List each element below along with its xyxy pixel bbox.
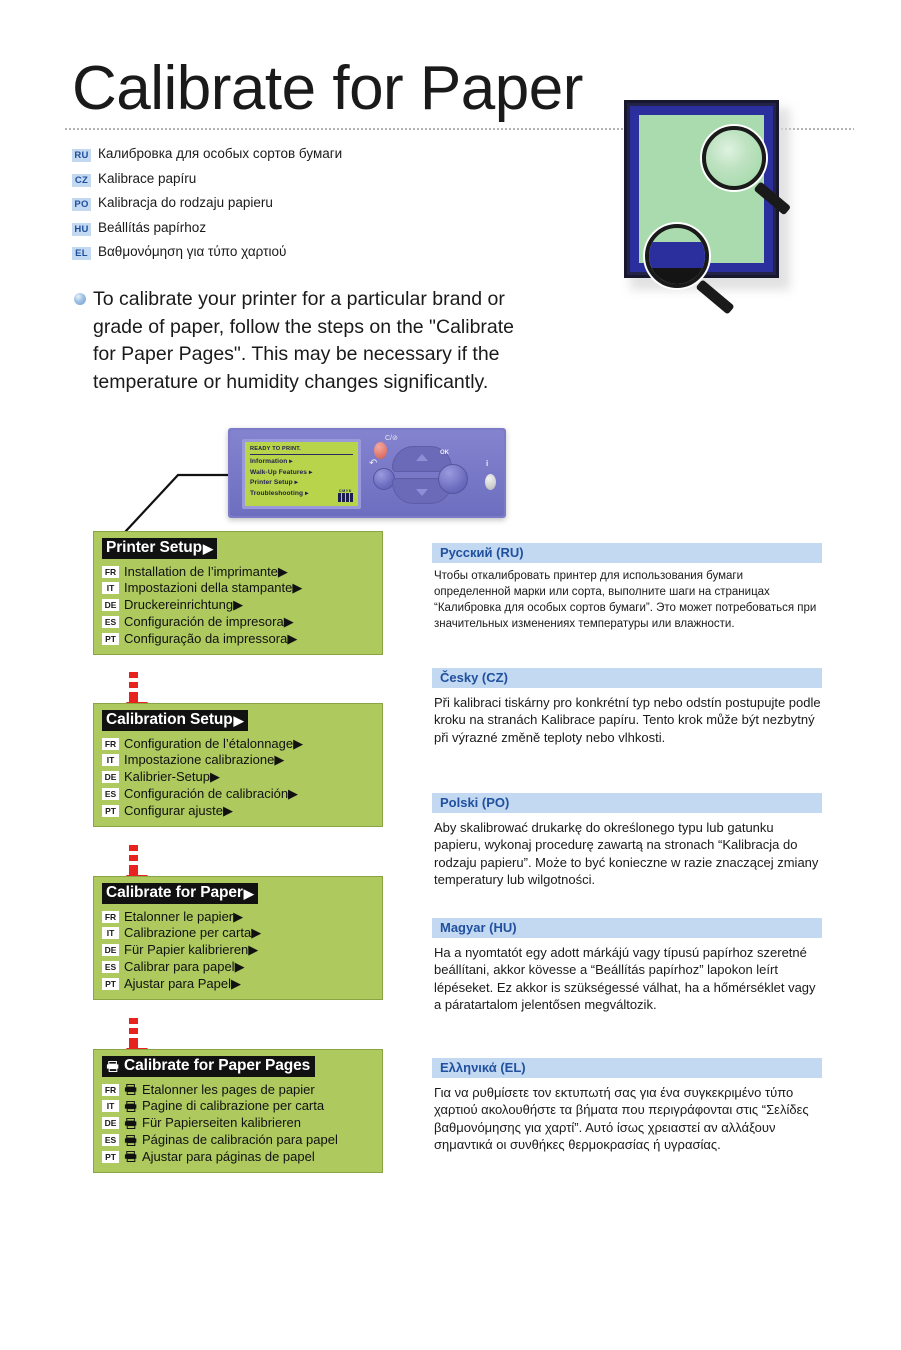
ink-level-label: CMYK [339,489,352,493]
language-code-badge: ES [102,1134,119,1146]
menu-item-label: Etalonner le papier [124,908,234,924]
language-code-badge: DE [102,944,119,956]
language-code-badge: PT [102,805,119,817]
menu-step-header [102,538,217,559]
triangle-right-icon: ▶ [288,785,299,801]
menu-item-label: Kalibrier-Setup [124,769,210,785]
ink-level-indicator [338,489,353,502]
list-item [102,1133,374,1147]
menu-step-calibrate-for-paper-pages [93,1049,383,1173]
section-heading: Ελληνικά (EL) [432,1058,822,1078]
menu-item-label: Calibrar para papel [124,958,235,974]
language-code-badge: FR [102,1084,119,1096]
menu-item-label: Druckereinrichtung [124,597,234,613]
intro-text: To calibrate your printer for a particular brand or grade of paper, follow the steps on the "Calibrate for Paper Pages". This may be necessary if the temperature or humidity changes significantly. [93,288,515,394]
menu-item-label: Installation de l’imprimante [124,563,278,579]
arrow-stem [129,1038,138,1048]
language-code-badge: DE [102,1117,119,1129]
magnifier-lens-icon [702,126,766,190]
triangle-right-icon: ▶ [233,712,244,728]
triangle-right-icon: ▶ [274,752,285,768]
menu-item-label: Configuración de impresora [124,613,284,629]
arrow-dash [129,855,138,861]
language-code-badge: CZ [72,174,91,187]
language-code-badge: ES [102,616,119,628]
language-code-badge: FR [102,566,119,578]
section-body: Чтобы откалибровать принтер для использования бумаги определенной марки или сорта, выполните шаги на страницах “Калибровка для особых сортов бумаги”. Это может потребоваться при значительных изменениях температуры или влажности. [434,570,817,630]
triangle-right-icon: ▶ [230,975,241,991]
language-code-badge: IT [102,582,119,594]
magnifier-lens-icon [645,224,709,288]
language-code-badge: PO [72,198,91,211]
list-item [102,804,374,818]
triangle-right-icon: ▶ [233,908,244,924]
menu-step-header [102,1056,315,1077]
triangle-right-icon: ▶ [234,958,245,974]
menu-item-label: Configuração da impressora [124,630,288,646]
printer-icon [124,1101,138,1112]
menu-step-header [102,883,258,904]
menu-step-header-label: Calibrate for Paper [106,884,243,901]
intro-paragraph [74,286,534,397]
list-item [102,1083,374,1097]
section-heading: Magyar (HU) [432,918,822,938]
back-arrow-icon: ↶ [369,458,378,469]
cancel-button[interactable] [374,442,387,459]
arrow-dash [129,1028,138,1034]
language-section-el [432,1058,822,1154]
list-item [102,960,374,974]
ink-swatch [645,242,709,268]
printer-control-panel [228,428,506,518]
translated-title: Калибровка для особых сортов бумаги [98,146,343,161]
printer-icon [124,1151,138,1162]
triangle-right-icon: ▶ [277,563,288,579]
language-code-badge: IT [102,927,119,939]
menu-step-header [102,710,248,731]
language-code-badge: FR [102,738,119,750]
language-code-badge: PT [102,978,119,990]
lcd-menu-item-walkup-features[interactable]: Walk-Up Features ▸ [250,468,313,476]
list-item [102,753,374,767]
section-body: Για να ρυθμίσετε τον εκτυπωτή σας για ένα συγκεκριμένο τύπο χαρτιού ακολουθήστε τα βήματα που περιγράφονται στις “Σελίδες βαθμονόμησης για χαρτί”. Αυτό ίσως χρειαστεί αν αλλάξουν σημαντικά οι συνθήκες θερμοκρασίας ή υγρασίας. [434,1085,809,1153]
section-body: Při kalibraci tiskárny pro konkrétní typ nebo odstín postupujte podle kroku na stranách Kalibrace papíru. Tento krok může být nezbytný při výrazné změně teploty nebo vlhkosti. [434,695,821,745]
language-code-badge: PT [102,633,119,645]
printer-icon [124,1084,138,1095]
menu-item-label: Pagine di calibrazione per carta [142,1098,325,1114]
menu-step-header-label: Printer Setup [106,539,203,556]
language-section-po [432,793,822,889]
triangle-right-icon: ▶ [251,925,262,941]
list-item [102,977,374,991]
language-section-hu [432,918,822,1014]
list-item [102,926,374,940]
menu-item-label: Configuración de calibración [124,785,289,801]
language-code-badge: RU [72,149,91,162]
list-item [72,146,512,162]
language-code-badge: IT [102,754,119,766]
list-item [102,565,374,579]
menu-step-calibrate-for-paper [93,876,383,1000]
menu-item-label: Ajustar para Papel [124,975,231,991]
arrow-dash [129,1018,138,1024]
section-body: Ha a nyomtatót egy adott márkájú vagy típusú papírhoz szeretné beállítani, akkor kövesse a “Beállítás papírhoz” lapokon leírt lépéseket. Ez akkor is szükségessé válhat, ha a hőmérséklet vagy a páratartalom jelentősen megváltozik. [434,945,816,1013]
language-code-badge: EL [72,247,91,260]
section-body: Aby skalibrować drukarkę do określonego typu lub gatunku papieru, wykonaj procedurę zawartą na stronach “Kalibracja do rodzaju papieru”. Może to być konieczne w razie znaczącej zmiany temperatury lub wilgotności. [434,820,819,888]
translated-title: Beállítás papírhoz [98,219,207,235]
printer-icon [124,1135,138,1146]
language-code-badge: ES [102,788,119,800]
triangle-right-icon: ▶ [223,802,233,818]
menu-step-header-label: Calibrate for Paper Pages [124,1057,311,1074]
triangle-right-icon: ▶ [243,885,254,901]
ok-button[interactable] [438,464,468,494]
menu-item-label: Ajustar para páginas de papel [142,1148,315,1164]
list-item [102,615,374,629]
menu-item-label: Impostazioni della stampante [124,580,293,596]
list-item [102,1099,374,1113]
list-item [102,787,374,801]
language-code-badge: DE [102,599,119,611]
translated-title: Βαθμονόμηση για τύπο χαρτιού [98,244,287,259]
menu-item-label: Etalonner les pages de papier [142,1081,315,1097]
title-translation-list [72,146,512,269]
page-title: Calibrate for Paper [72,54,583,123]
triangle-right-icon: ▶ [203,540,213,556]
language-code-badge: IT [102,1100,119,1112]
list-item [102,770,374,784]
arrow-dash [129,672,138,678]
cancel-button-label: C/⊘ [385,435,398,442]
list-item [72,171,512,187]
chevron-up-icon [416,454,428,461]
list-item [102,1150,374,1164]
list-item [72,195,512,211]
menu-item-label: Für Papierseiten kalibrieren [142,1115,301,1131]
menu-item-label: Für Papier kalibrieren [124,942,249,958]
bullet-icon [74,293,86,305]
triangle-right-icon: ▶ [292,580,303,596]
info-button[interactable] [485,474,496,490]
list-item [72,220,512,236]
translated-title: Kalibracja do rodzaju papieru [98,195,273,210]
section-heading: Polski (PO) [432,793,822,813]
list-item [72,244,512,260]
section-heading: Русский (RU) [432,543,822,563]
triangle-right-icon: ▶ [287,630,298,646]
language-code-badge: DE [102,771,119,783]
triangle-right-icon: ▶ [233,597,244,613]
translated-title: Kalibrace papíru [98,170,197,186]
arrow-dash [129,682,138,688]
list-item [102,581,374,595]
list-item [102,943,374,957]
menu-step-printer-setup [93,531,383,655]
menu-item-label: Configuration de l’étalonnage [124,735,294,751]
ink-level-bars [338,493,353,502]
list-item [102,1116,374,1130]
lcd-display [242,439,361,509]
triangle-right-icon: ▶ [248,942,259,958]
paper-calibration-illustration [618,96,818,316]
lcd-menu-item-information[interactable]: Information ▸ [250,458,293,465]
menu-item-label: Calibrazione per carta [124,925,252,941]
menu-item-label: Impostazione calibrazione [124,752,275,768]
language-section-cz [432,668,822,746]
list-item [102,632,374,646]
chevron-down-icon [416,489,428,496]
info-button-label: i [486,459,489,468]
menu-step-header-label: Calibration Setup [106,711,233,728]
menu-item-label: Páginas de calibración para papel [142,1131,338,1147]
arrow-dash [129,845,138,851]
triangle-right-icon: ▶ [283,613,294,629]
section-heading: Česky (CZ) [432,668,822,688]
triangle-right-icon: ▶ [210,769,220,785]
language-code-badge: PT [102,1151,119,1163]
list-item [102,598,374,612]
lcd-status-text: READY TO PRINT. [250,446,353,455]
arrow-stem [129,692,138,702]
arrow-stem [129,865,138,875]
triangle-right-icon: ▶ [293,735,304,751]
menu-step-calibration-setup [93,703,383,827]
language-code-badge: HU [72,223,91,236]
control-panel-face [230,430,504,516]
lcd-menu-item-troubleshooting[interactable]: Troubleshooting ▸ [250,490,309,498]
printer-icon [124,1118,138,1129]
language-section-ru [432,543,822,632]
list-item [102,737,374,751]
list-item [102,910,374,924]
language-code-badge: FR [102,911,119,923]
language-code-badge: ES [102,961,119,973]
lcd-menu-item-printer-setup[interactable]: Printer Setup ▸ [250,479,299,487]
ok-button-label: OK [440,450,449,456]
menu-item-label: Configurar ajuste [124,802,223,818]
printer-icon [106,1061,120,1072]
